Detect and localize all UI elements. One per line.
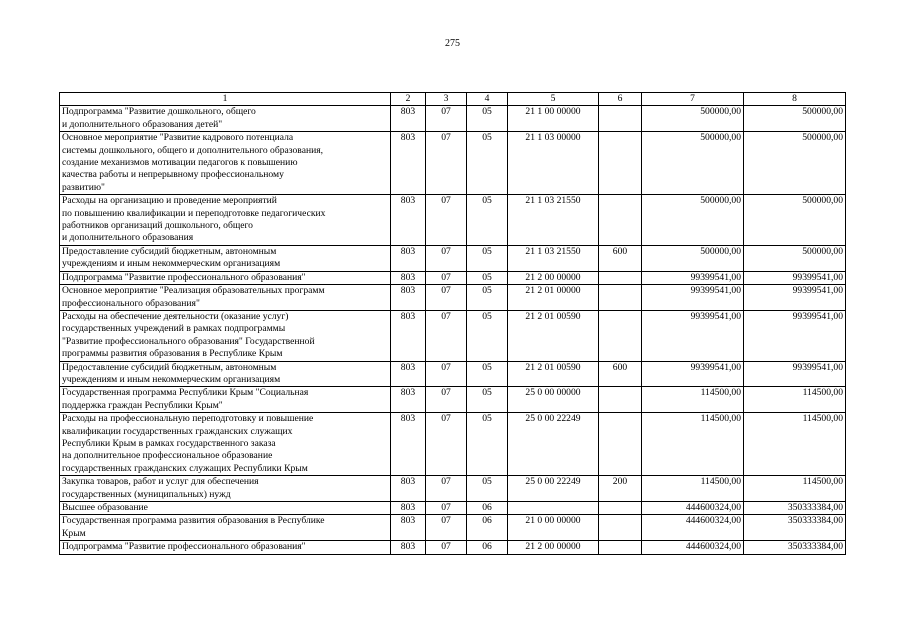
target-article-cell: 25 0 00 22249 bbox=[508, 476, 599, 502]
subsection-code-cell: 05 bbox=[467, 387, 508, 413]
amount-year-2-cell: 500000,00 bbox=[744, 195, 846, 246]
target-article-cell: 21 2 01 00590 bbox=[508, 310, 599, 361]
target-article-cell bbox=[508, 502, 599, 515]
row-name-cell: Основное мероприятие "Реализация образовательных программ профессионального образования" bbox=[60, 285, 391, 311]
subsection-code-cell: 05 bbox=[467, 476, 508, 502]
ministry-code-cell: 803 bbox=[391, 245, 426, 271]
target-article-cell: 21 2 01 00000 bbox=[508, 285, 599, 311]
ministry-code-cell: 803 bbox=[391, 515, 426, 541]
column-header: 7 bbox=[642, 93, 744, 106]
subsection-code-cell: 05 bbox=[467, 195, 508, 246]
row-name-cell: Подпрограмма "Развитие профессионального образования" bbox=[60, 271, 391, 284]
amount-year-2-cell: 350333384,00 bbox=[744, 515, 846, 541]
section-code-cell: 07 bbox=[426, 502, 467, 515]
amount-year-2-cell: 99399541,00 bbox=[744, 285, 846, 311]
column-header: 4 bbox=[467, 93, 508, 106]
amount-year-2-cell: 500000,00 bbox=[744, 245, 846, 271]
section-code-cell: 07 bbox=[426, 271, 467, 284]
amount-year-1-cell: 500000,00 bbox=[642, 195, 744, 246]
table-row bbox=[60, 387, 846, 413]
row-name-cell: Государственная программа Республики Крым "Социальная поддержка граждан Республики Крым" bbox=[60, 387, 391, 413]
section-code-cell: 07 bbox=[426, 515, 467, 541]
target-article-cell: 21 1 03 21550 bbox=[508, 245, 599, 271]
ministry-code-cell: 803 bbox=[391, 502, 426, 515]
expense-type-cell bbox=[599, 132, 642, 195]
row-name-cell: Предоставление субсидий бюджетным, автономным учреждениям и иным некоммерческим организациям bbox=[60, 361, 391, 387]
expense-type-cell bbox=[599, 285, 642, 311]
row-name-cell: Расходы на профессиональную переподготовку и повышение квалификации государственных гражданских служащих Республики Крым в рамках государственного заказа на дополнительное профессиональное образование государственных гражданских служащих Республики Крым bbox=[60, 413, 391, 476]
expense-type-cell bbox=[599, 271, 642, 284]
table-row bbox=[60, 310, 846, 361]
subsection-code-cell: 05 bbox=[467, 106, 508, 132]
table-row bbox=[60, 502, 846, 515]
column-header: 1 bbox=[60, 93, 391, 106]
amount-year-2-cell: 114500,00 bbox=[744, 476, 846, 502]
table-row bbox=[60, 271, 846, 284]
target-article-cell: 21 0 00 00000 bbox=[508, 515, 599, 541]
target-article-cell: 21 2 00 00000 bbox=[508, 271, 599, 284]
amount-year-2-cell: 114500,00 bbox=[744, 413, 846, 476]
row-name-cell: Расходы на организацию и проведение мероприятий по повышению квалификации и переподготовке педагогических работников организаций дошкольного, общего и дополнительного образования bbox=[60, 195, 391, 246]
amount-year-2-cell: 350333384,00 bbox=[744, 502, 846, 515]
amount-year-1-cell: 99399541,00 bbox=[642, 310, 744, 361]
ministry-code-cell: 803 bbox=[391, 361, 426, 387]
section-code-cell: 07 bbox=[426, 476, 467, 502]
row-name-cell: Подпрограмма "Развитие дошкольного, общего и дополнительного образования детей" bbox=[60, 106, 391, 132]
subsection-code-cell: 06 bbox=[467, 502, 508, 515]
amount-year-2-cell: 114500,00 bbox=[744, 387, 846, 413]
section-code-cell: 07 bbox=[426, 195, 467, 246]
section-code-cell: 07 bbox=[426, 245, 467, 271]
section-code-cell: 07 bbox=[426, 106, 467, 132]
row-name-cell: Закупка товаров, работ и услуг для обеспечения государственных (муниципальных) нужд bbox=[60, 476, 391, 502]
subsection-code-cell: 06 bbox=[467, 515, 508, 541]
amount-year-1-cell: 114500,00 bbox=[642, 413, 744, 476]
amount-year-2-cell: 99399541,00 bbox=[744, 361, 846, 387]
subsection-code-cell: 05 bbox=[467, 132, 508, 195]
column-header: 3 bbox=[426, 93, 467, 106]
target-article-cell: 21 2 00 00000 bbox=[508, 541, 599, 554]
page-number: 275 bbox=[445, 38, 460, 49]
table-row bbox=[60, 476, 846, 502]
target-article-cell: 21 2 01 00590 bbox=[508, 361, 599, 387]
target-article-cell: 21 1 03 00000 bbox=[508, 132, 599, 195]
table-row bbox=[60, 195, 846, 246]
amount-year-1-cell: 500000,00 bbox=[642, 132, 744, 195]
row-name-cell: Подпрограмма "Развитие профессионального образования" bbox=[60, 541, 391, 554]
table-header-row bbox=[60, 93, 846, 106]
ministry-code-cell: 803 bbox=[391, 106, 426, 132]
expense-type-cell bbox=[599, 195, 642, 246]
amount-year-1-cell: 99399541,00 bbox=[642, 285, 744, 311]
amount-year-1-cell: 99399541,00 bbox=[642, 361, 744, 387]
section-code-cell: 07 bbox=[426, 285, 467, 311]
column-header: 2 bbox=[391, 93, 426, 106]
ministry-code-cell: 803 bbox=[391, 387, 426, 413]
amount-year-1-cell: 500000,00 bbox=[642, 245, 744, 271]
subsection-code-cell: 05 bbox=[467, 245, 508, 271]
column-header: 8 bbox=[744, 93, 846, 106]
amount-year-1-cell: 444600324,00 bbox=[642, 541, 744, 554]
row-name-cell: Государственная программа развития образования в Республике Крым bbox=[60, 515, 391, 541]
target-article-cell: 21 1 03 21550 bbox=[508, 195, 599, 246]
column-header: 5 bbox=[508, 93, 599, 106]
row-name-cell: Предоставление субсидий бюджетным, автономным учреждениям и иным некоммерческим организациям bbox=[60, 245, 391, 271]
ministry-code-cell: 803 bbox=[391, 132, 426, 195]
ministry-code-cell: 803 bbox=[391, 195, 426, 246]
target-article-cell: 21 1 00 00000 bbox=[508, 106, 599, 132]
target-article-cell: 25 0 00 00000 bbox=[508, 387, 599, 413]
column-header: 6 bbox=[599, 93, 642, 106]
expense-type-cell bbox=[599, 310, 642, 361]
ministry-code-cell: 803 bbox=[391, 285, 426, 311]
table-row bbox=[60, 515, 846, 541]
table-row bbox=[60, 541, 846, 554]
amount-year-2-cell: 500000,00 bbox=[744, 132, 846, 195]
ministry-code-cell: 803 bbox=[391, 310, 426, 361]
expense-type-cell: 600 bbox=[599, 245, 642, 271]
amount-year-2-cell: 500000,00 bbox=[744, 106, 846, 132]
section-code-cell: 07 bbox=[426, 541, 467, 554]
expense-type-cell bbox=[599, 541, 642, 554]
expense-type-cell bbox=[599, 515, 642, 541]
expense-type-cell bbox=[599, 387, 642, 413]
subsection-code-cell: 05 bbox=[467, 310, 508, 361]
expense-type-cell bbox=[599, 106, 642, 132]
subsection-code-cell: 05 bbox=[467, 413, 508, 476]
amount-year-1-cell: 114500,00 bbox=[642, 476, 744, 502]
amount-year-1-cell: 444600324,00 bbox=[642, 515, 744, 541]
row-name-cell: Основное мероприятие "Развитие кадрового потенциала системы дошкольного, общего и дополнительного образования, создание механизмов мотивации педагогов к повышению качества работы и непрерывному профессиональному развитию" bbox=[60, 132, 391, 195]
ministry-code-cell: 803 bbox=[391, 271, 426, 284]
amount-year-1-cell: 114500,00 bbox=[642, 387, 744, 413]
table-row bbox=[60, 245, 846, 271]
expense-type-cell: 200 bbox=[599, 476, 642, 502]
ministry-code-cell: 803 bbox=[391, 476, 426, 502]
section-code-cell: 07 bbox=[426, 310, 467, 361]
table-row bbox=[60, 361, 846, 387]
row-name-cell: Расходы на обеспечение деятельности (оказание услуг) государственных учреждений в рамках подпрограммы "Развитие профессионального образования" Государственной программы развития образования в Республике Крым bbox=[60, 310, 391, 361]
budget-table bbox=[59, 92, 846, 555]
expense-type-cell bbox=[599, 413, 642, 476]
subsection-code-cell: 05 bbox=[467, 271, 508, 284]
section-code-cell: 07 bbox=[426, 361, 467, 387]
amount-year-2-cell: 350333384,00 bbox=[744, 541, 846, 554]
subsection-code-cell: 06 bbox=[467, 541, 508, 554]
amount-year-1-cell: 444600324,00 bbox=[642, 502, 744, 515]
ministry-code-cell: 803 bbox=[391, 413, 426, 476]
target-article-cell: 25 0 00 22249 bbox=[508, 413, 599, 476]
amount-year-2-cell: 99399541,00 bbox=[744, 310, 846, 361]
table-row bbox=[60, 132, 846, 195]
section-code-cell: 07 bbox=[426, 413, 467, 476]
expense-type-cell bbox=[599, 502, 642, 515]
section-code-cell: 07 bbox=[426, 387, 467, 413]
subsection-code-cell: 05 bbox=[467, 285, 508, 311]
amount-year-1-cell: 500000,00 bbox=[642, 106, 744, 132]
subsection-code-cell: 05 bbox=[467, 361, 508, 387]
expense-type-cell: 600 bbox=[599, 361, 642, 387]
section-code-cell: 07 bbox=[426, 132, 467, 195]
table-row bbox=[60, 413, 846, 476]
table-row bbox=[60, 285, 846, 311]
amount-year-2-cell: 99399541,00 bbox=[744, 271, 846, 284]
table-row bbox=[60, 106, 846, 132]
row-name-cell: Высшее образование bbox=[60, 502, 391, 515]
amount-year-1-cell: 99399541,00 bbox=[642, 271, 744, 284]
ministry-code-cell: 803 bbox=[391, 541, 426, 554]
